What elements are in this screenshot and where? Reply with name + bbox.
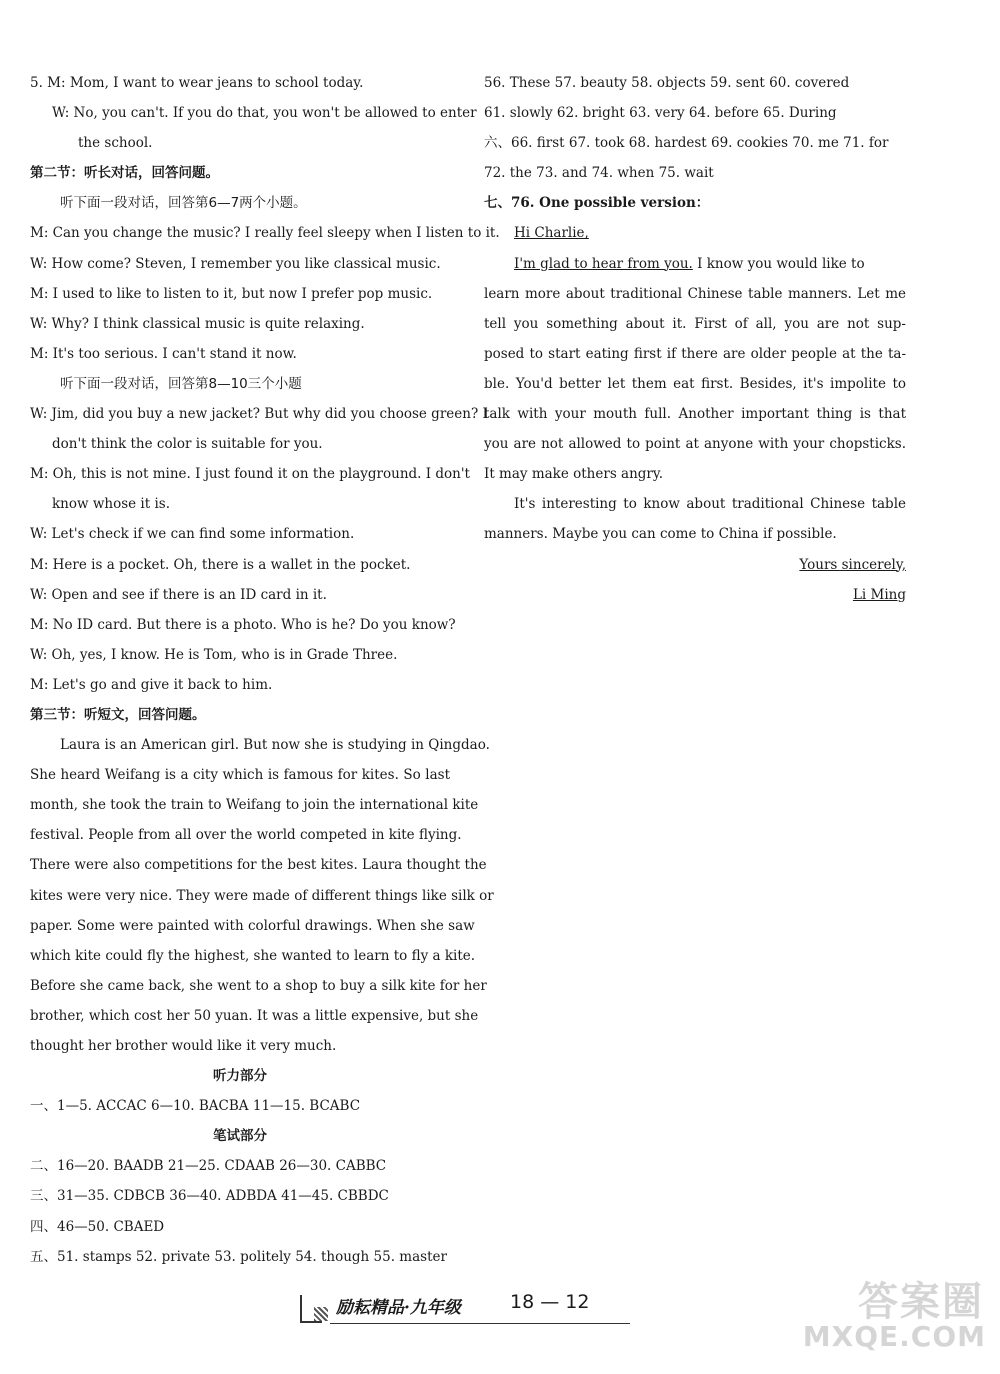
letter-line: It may make others angry.	[484, 466, 664, 483]
q5-line-2: W: No, you can't. If you do that, you won't be allowed to enter	[52, 105, 477, 122]
letter-opening-rest: I know you would like to	[692, 255, 865, 272]
answer-key-5b: 56. These 57. beauty 58. objects 59. sent 60. covered	[484, 75, 850, 91]
letter-line: ble. You'd better let them eat first. Besides, it's impolite to	[484, 375, 906, 392]
passage-line: kites were very nice. They were made of different things like silk or	[30, 887, 494, 904]
dialogue-2-line: M: No ID card. But there is a photo. Who is he? Do you know?	[30, 616, 456, 633]
watermark-line-2: MXQE.COM	[802, 1320, 986, 1353]
dialogue-2-line: W: Oh, yes, I know. He is Tom, who is in Grade Three.	[30, 646, 398, 663]
passage-line: She heard Weifang is a city which is famous for kites. So last	[30, 767, 450, 784]
passage-line: which kite could fly the highest, she wanted to learn to fly a kite.	[30, 947, 476, 964]
letter-closing	[484, 550, 906, 580]
passage-line: There were also competitions for the best kites. Laura thought the	[30, 857, 487, 874]
dialogue-2-line: M: Let's go and give it back to him.	[30, 676, 273, 693]
letter-signature	[484, 580, 906, 610]
dialogue-2-line: M: Oh, this is not mine. I just found it on the playground. I don't	[30, 466, 470, 483]
dialogue-2-line: W: Let's check if we can find some information.	[30, 526, 355, 543]
letter-closing-text: Yours sincerely,	[799, 556, 906, 573]
letter-line: you are not allowed to point at anyone with your chopsticks.	[484, 436, 906, 453]
letter-line: manners. Maybe you can come to China if possible.	[484, 526, 837, 543]
watermark-line-1: 答案圈	[858, 1279, 984, 1325]
letter-line: learn more about traditional Chinese table manners. Let me	[484, 285, 906, 302]
q5-line-3: the school.	[78, 135, 153, 152]
letter-line	[484, 249, 906, 279]
dialogue-2-line: know whose it is.	[52, 496, 171, 513]
dialogue-1-line: W: Why? I think classical music is quite relaxing.	[30, 315, 365, 332]
answer-key-6b: 72. the 73. and 74. when 75. wait	[484, 165, 714, 182]
qr-icon	[314, 1307, 328, 1321]
answer-key-3: 三、31—35. CDBCB 36—40. ADBDA 41—45. CBBDC	[30, 1188, 389, 1205]
dialogue-1-line: M: I used to like to listen to it, but now I prefer pop music.	[30, 285, 433, 302]
dialogue-2-line: W: Open and see if there is an ID card in it.	[30, 586, 327, 603]
letter-opening: I'm glad to hear from you.	[514, 255, 693, 272]
dialogue-2-line: W: Jim, did you buy a new jacket? But why did you choose green? I	[30, 406, 488, 423]
letter-line: talk with your mouth full. Another important thing is that	[484, 406, 906, 423]
passage-line: month, she took the train to Weifang to join the international kite	[30, 797, 479, 814]
listening-heading: 听力部分	[213, 1068, 267, 1085]
section-2-intro-2: 听下面一段对话，回答第8—10三个小题	[60, 375, 302, 392]
passage-line: Laura is an American girl. But now she is studying in Qingdao.	[60, 737, 490, 754]
answer-key-1: 一、1—5. ACCAC 6—10. BACBA 11—15. BCABC	[30, 1098, 361, 1115]
dialogue-1-line: W: How come? Steven, I remember you like classical music.	[30, 255, 441, 272]
question-76-heading: 七、76. One possible version：	[484, 195, 710, 212]
section-2-intro-1: 听下面一段对话，回答第6—7两个小题。	[60, 195, 307, 212]
passage-line: Before she came back, she went to a shop to buy a silk kite for her	[30, 977, 487, 994]
dialogue-1-line: M: Can you change the music? I really feel sleepy when I listen to it.	[30, 225, 500, 242]
letter-line: It's interesting to know about traditional Chinese table	[514, 496, 906, 513]
answer-key-5c: 61. slowly 62. bright 63. very 64. before 65. During	[484, 105, 837, 122]
answer-key-2: 二、16—20. BAADB 21—25. CDAAB 26—30. CABBC	[30, 1158, 387, 1175]
answer-key-5: 五、51. stamps 52. private 53. politely 54. though 55. master	[30, 1248, 447, 1265]
letter-greeting: Hi Charlie,	[514, 225, 589, 242]
written-heading: 笔试部分	[213, 1128, 267, 1145]
passage-line: thought her brother would like it very much.	[30, 1038, 337, 1054]
dialogue-2-line: M: Here is a pocket. Oh, there is a wallet in the pocket.	[30, 556, 411, 573]
answer-key-4: 四、46—50. CBAED	[30, 1218, 165, 1235]
passage-line: brother, which cost her 50 yuan. It was a little expensive, but she	[30, 1007, 479, 1024]
passage-line: festival. People from all over the world competed in kite flying.	[30, 827, 462, 844]
right-column	[484, 68, 906, 610]
footer-brand: 励耘精品·九年级	[336, 1298, 461, 1318]
section-3-title: 第三节：听短文，回答问题。	[30, 706, 206, 723]
letter-line: tell you something about it. First of all, you are not sup-	[484, 315, 906, 332]
left-column	[30, 68, 500, 1272]
q5-line-1: 5. M: Mom, I want to wear jeans to school today.	[30, 75, 364, 91]
answer-key-6a: 六、66. first 67. took 68. hardest 69. cookies 70. me 71. for	[484, 135, 889, 152]
watermark	[790, 1270, 990, 1360]
page-number: 18 — 12	[510, 1291, 590, 1313]
letter-signature-text: Li Ming	[852, 586, 906, 603]
dialogue-2-line: don't think the color is suitable for you.	[52, 436, 323, 453]
section-2-title: 第二节：听长对话，回答问题。	[30, 165, 219, 182]
dialogue-1-line: M: It's too serious. I can't stand it now.	[30, 345, 297, 362]
letter-line: posed to start eating first if there are older people at the ta-	[484, 345, 906, 362]
page-footer	[300, 1289, 640, 1329]
footer-rule	[330, 1323, 630, 1324]
passage-line: paper. Some were painted with colorful drawings. When she saw	[30, 917, 475, 934]
